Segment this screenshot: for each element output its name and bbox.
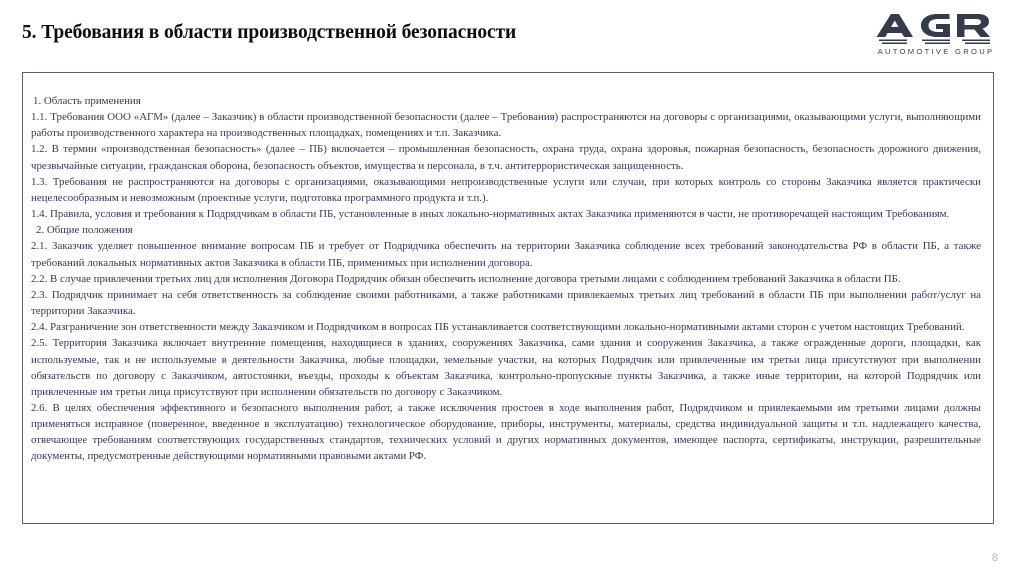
- agr-logo-wordmark-icon: [872, 12, 1000, 46]
- paragraph-p-1-2: 1.2. В термин «производственная безопасность» (далее – ПБ) включается – промышленная безопасность, охрана труда, охрана здоровья, пожарная безопасность, безопасность дорожного движения, чрезвычайные ситуации, гражданская оборона, безопасность объектов, имущества и персонала, в т.ч. антитеррористическая защищенность.: [31, 143, 981, 172]
- paragraph-p-2-4: 2.4. Разграничение зон ответственности между Заказчиком и Подрядчиком в вопросах ПБ устанавливается соответствующими локально-нормативными актами сторон с учетом настоящих Требований.: [31, 321, 965, 334]
- paragraph-p-2-2: 2.2. В случае привлечения третьих лиц для исполнения Договора Подрядчик обязан обеспечить исполнение договора третыми лицами с соблюдением требований Заказчика в области ПБ.: [31, 272, 901, 285]
- paragraph-p-2: 2. Общие положения: [36, 224, 133, 237]
- content-frame: [22, 72, 994, 524]
- paragraph-p-2-3: 2.3. Подрядчик принимает на себя ответственность за соблюдение своими работниками, а также работниками привлекаемых третьих лиц требований в области ПБ при выполнении работ/услуг на территории Заказчика.: [31, 288, 981, 318]
- page-title: 5. Требования в области производственной безопасности: [22, 22, 517, 43]
- paragraph-p-1: 1. Область применения: [33, 95, 141, 107]
- paragraph-p-2-5: 2.5. Территория Заказчика включает внутренние помещения, находящиеся в зданиях, сооружениях Заказчика, сами здания и сооружения Заказчика, а также огражденные дороги, площадки, как используемые, так и не используемые в деятельности Заказчика, любые площадки, земельные участки, на которых Подрядчик или привлеченные им третьи лица присутствуют при выполнении обязательств по договору с Заказчиком, автостоянки, въезды, проходы к объектам Заказчика, контрольно-пропускные пункты Заказчика, а также иные территории, на которой Подрядчик или привлеченные им третьи лица присутствуют при исполнении обязательств по договору с Заказчиком.: [31, 337, 981, 398]
- paragraph-p-2-1: 2.1. Заказчик уделяет повышенное внимание вопросам ПБ и требует от Подрядчика обеспечить на территории Заказчика соблюдение всех требований законодательства РФ в области ПБ, а также требований локальных нормативных актов Заказчика в области ПБ, применимых при исполнении договора.: [31, 240, 981, 269]
- paragraph-p-1-1: 1.1. Требования ООО «АГМ» (далее – Заказчик) в области производственной безопасности (далее – Требования) распространяются на договоры с организациями, оказывающими услуги, выполняющими работы производственного характера на производственных площадках, помещениях и т.п. Заказчика.: [31, 111, 981, 140]
- paragraph-p-2-6: 2.6. В целях обеспечения эффективного и безопасного выполнения работ, а также исключения простоев в ходе выполнения работ, Подрядчиком и привлекаемыми им третьими лицами должны применяться исправное (поверенное, введенное в эксплуатацию) технологическое оборудование, приборы, инструменты, материалы, средства индивидуальной защиты и т.п. надлежащего качества, отвечающее требованиям соответствующих государственных стандартов, технических условий и других нормативных документов, имеющее паспорта, сертификаты, инструкции, разрешительные документы, предусмотренные действующими нормативными правовыми актами РФ.: [31, 401, 981, 463]
- agr-logo-tagline: AUTOMOTIVE GROUP: [877, 47, 995, 56]
- paragraph-p-1-3: 1.3. Требования не распространяются на договоры с организациями, оказывающими непроизводственные услуги или случаи, при которых контроль со стороны Заказчика является практически нецелесообразным и невозможным (проектные услуги, подготовка программного продукта и т.п.).: [31, 175, 981, 204]
- agr-logo: [872, 12, 1000, 60]
- page-number: 8: [991, 552, 998, 564]
- document-body: [31, 93, 981, 465]
- paragraph-p-1-4: 1.4. Правила, условия и требования к Подрядчикам в области ПБ, установленные в иных локально-нормативных актах Заказчика применяются в части, не противоречащей настоящим Требованиям.: [31, 208, 950, 221]
- slide-header: [0, 0, 1024, 68]
